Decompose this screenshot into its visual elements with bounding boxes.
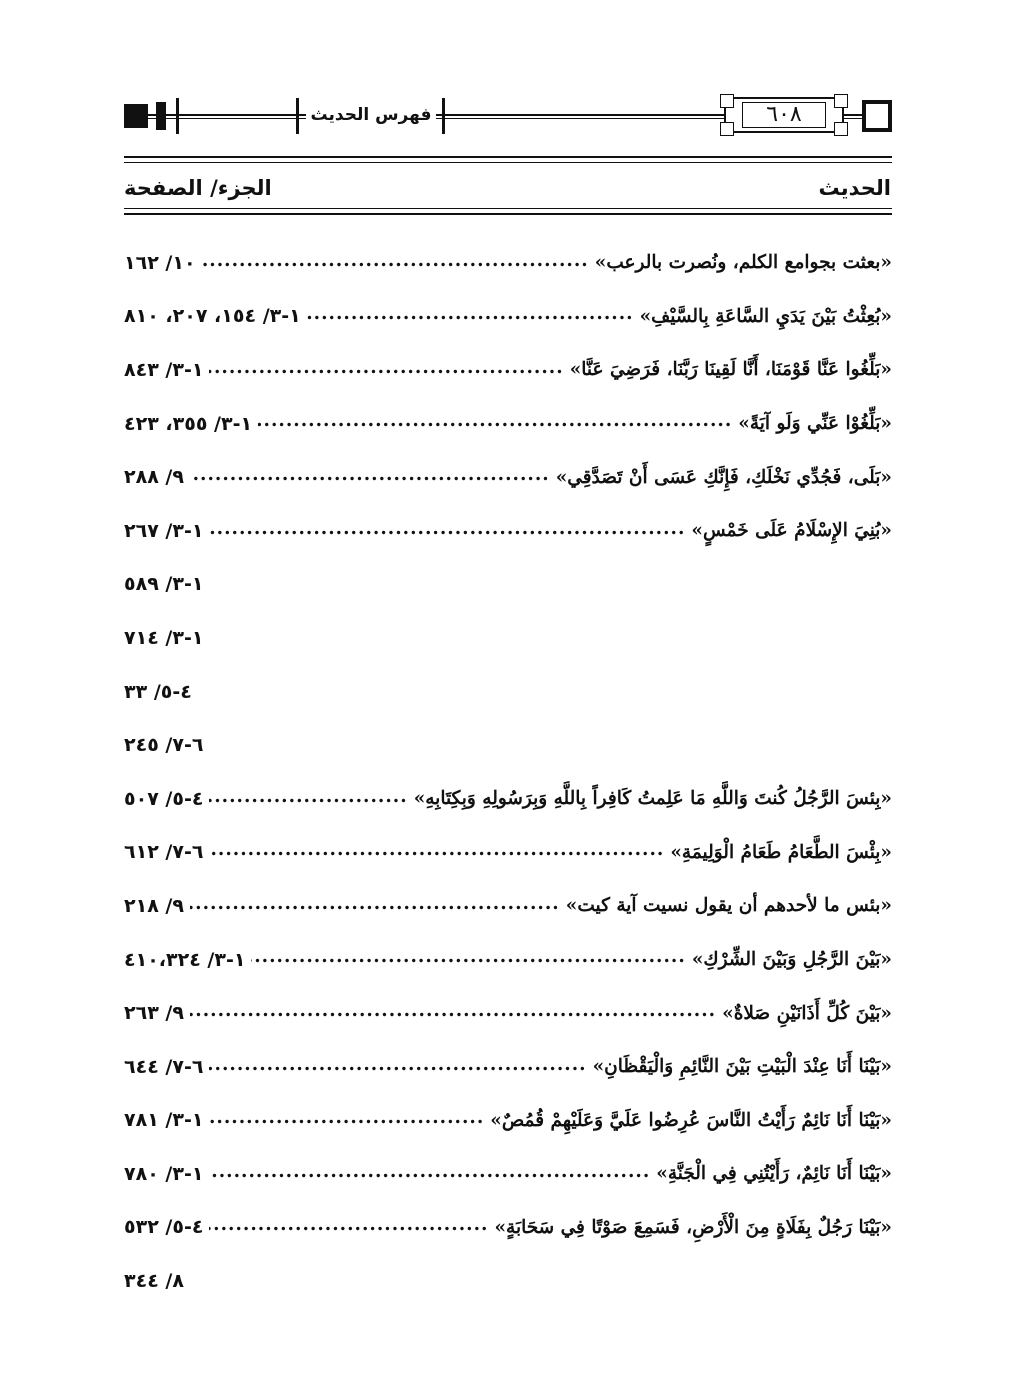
frame-corner: [834, 94, 848, 108]
index-entry: [124, 397, 892, 451]
index-entry: [124, 558, 892, 612]
column-header-hadith: الحديث: [818, 176, 891, 200]
index-entry: [124, 236, 892, 290]
index-entry: [124, 1201, 892, 1255]
volume-page-ref: ٤-٥/ ٥٠٧: [124, 787, 204, 810]
column-rule-thin: [124, 208, 892, 209]
hadith-text: «بَلِّغُوا عَنَّا قَوْمَنَا، أَنَّا لَقِينَا رَبَّنَا، فَرَضِيَ عَنَّا»: [569, 359, 892, 381]
dot-leader: [307, 305, 634, 327]
header-end-square: [862, 100, 892, 132]
volume-page-ref: ٩/ ٢١٨: [124, 894, 184, 917]
index-entry: [124, 665, 892, 719]
dot-leader: [209, 841, 664, 863]
volume-page-ref: ١-٣/ ٧١٤: [124, 626, 204, 649]
volume-page-ref: ١-٣/ ٢٦٧: [124, 519, 204, 542]
hadith-text: «بئس ما لأحدهم أن يقول نسيت آية كيت»: [565, 895, 892, 917]
index-entry: [124, 1147, 892, 1201]
header-bar-thin: [176, 98, 179, 134]
index-entry: [124, 772, 892, 826]
volume-page-ref: ٦-٧/ ٢٤٥: [124, 734, 204, 757]
index-entry: [124, 504, 892, 558]
index-entry: [124, 1254, 892, 1308]
index-entry: [124, 611, 892, 665]
frame-corner: [720, 122, 734, 136]
volume-page-ref: ١-٣/ ٥٨٩: [124, 573, 204, 596]
hadith-text: «بَيْنَ الرَّجُلِ وَبَيْنَ الشِّرْكِ»: [691, 949, 892, 971]
index-entry: [124, 986, 892, 1040]
volume-page-ref: ٤-٥/ ٣٣: [124, 680, 192, 703]
volume-page-ref: ٦-٧/ ٦٤٤: [124, 1055, 204, 1078]
hadith-text: «بَلِّغُوْا عَنِّي وَلَو آيَةً»: [738, 413, 892, 435]
hadith-index-list: [124, 236, 892, 1308]
dot-leader: [209, 1109, 484, 1131]
volume-page-ref: ١-٣/ ٧٨١: [124, 1109, 204, 1132]
dot-leader: [251, 948, 685, 970]
frame-corner: [720, 94, 734, 108]
frame-corner: [834, 122, 848, 136]
volume-page-ref: ١-٣/ ٨٤٣: [124, 358, 204, 381]
volume-page-ref: ٨/ ٣٤٤: [124, 1270, 184, 1293]
header-end-block: [124, 104, 148, 128]
hadith-text: «بَيْنَا أَنَا نَائِمٌ رَأَيْتُ النَّاسَ عُرِضُوا عَلَيَّ وَعَلَيْهِمْ قُمُصٌ»: [490, 1109, 892, 1131]
hadith-text: «بَلَى، فَجُدِّي نَخْلَكِ، فَإِنَّكِ عَسَى أَنْ تَصَدَّقِي»: [555, 466, 892, 488]
hadith-text: «بِئْسَ الطَّعَامُ طَعَامُ الْوَلِيمَةِ»: [670, 841, 892, 863]
dot-leader: [190, 466, 550, 488]
volume-page-ref: ١-٣/ ١٥٤، ٢٠٧، ٨١٠: [124, 305, 301, 328]
volume-page-ref: ٤-٥/ ٥٣٢: [124, 1216, 204, 1239]
hadith-text: «بِئسَ الرَّجُلُ كُنتَ وَاللَّهِ مَا عَلِمتُ كَافِراً بِاللَّهِ وَبِرَسُولِهِ وَبِكِتَابِهِ»: [413, 788, 892, 810]
hadith-text: «بَيْنَا أَنَا نَائِمٌ، رَأَيْتُنِي فِي الْجَنَّةِ»: [656, 1163, 892, 1185]
hadith-text: «بعثت بجوامع الكلم، ونُصرت بالرعب»: [594, 252, 892, 274]
hadith-text: «بَيْنَا رَجُلٌ بِفَلَاةٍ مِنَ الْأَرْضِ، فَسَمِعَ صَوْتًا فِي سَحَابَةٍ»: [494, 1216, 892, 1238]
dot-leader: [190, 895, 560, 917]
dot-leader: [258, 412, 732, 434]
index-entry: [124, 1094, 892, 1148]
volume-page-ref: ٩/ ٢٨٨: [124, 466, 184, 489]
dot-leader: [209, 1163, 650, 1185]
dot-leader: [209, 1216, 488, 1238]
hadith-text: «بُعِثْتُ بَيْنَ يَدَيِ السَّاعَةِ بِالسَّيْفِ»: [639, 305, 892, 327]
hadith-text: «بَيْنَا أَنَا عِنْدَ الْبَيْتِ بَيْنَ النَّائِمِ وَالْيَقْظَانِ»: [592, 1056, 892, 1078]
dot-leader: [209, 788, 407, 810]
running-header: [124, 96, 892, 136]
index-entry: [124, 450, 892, 504]
column-rule: [124, 213, 892, 215]
dot-leader: [202, 252, 589, 274]
dot-leader: [190, 1002, 716, 1024]
hadith-text: «بُنِيَ الإِسْلَامُ عَلَى خَمْسٍ»: [691, 520, 892, 542]
index-entry: [124, 879, 892, 933]
header-bar: [156, 102, 166, 130]
index-entry: [124, 343, 892, 397]
volume-page-ref: ١-٣/ ٤١٠،٣٢٤: [124, 948, 246, 971]
hadith-text: «بَيْنَ كُلِّ أَذَانَيْنِ صَلاةٌ»: [722, 1002, 892, 1024]
index-entry: [124, 718, 892, 772]
index-entry: [124, 933, 892, 987]
title-bar-right: [442, 98, 445, 134]
top-rule-thin: [124, 162, 892, 163]
volume-page-ref: ١-٣/ ٧٨٠: [124, 1162, 204, 1185]
dot-leader: [209, 520, 685, 542]
volume-page-ref: ١-٣/ ٣٥٥، ٤٢٣: [124, 412, 253, 435]
running-title: فهرس الحديث: [306, 98, 436, 132]
column-header-volume-page: الجزء/ الصفحة: [124, 176, 272, 200]
page-number: ٦٠٨: [766, 102, 802, 127]
volume-page-ref: ٩/ ٢٦٣: [124, 1002, 184, 1025]
dot-leader: [209, 359, 563, 381]
top-rule: [124, 156, 892, 158]
volume-page-ref: ٦-٧/ ٦١٢: [124, 841, 204, 864]
index-entry: [124, 290, 892, 344]
index-entry: [124, 826, 892, 880]
volume-page-ref: ١٠/ ١٦٢: [124, 251, 196, 274]
dot-leader: [209, 1056, 586, 1078]
title-bar-left: [296, 98, 299, 134]
index-entry: [124, 1040, 892, 1094]
